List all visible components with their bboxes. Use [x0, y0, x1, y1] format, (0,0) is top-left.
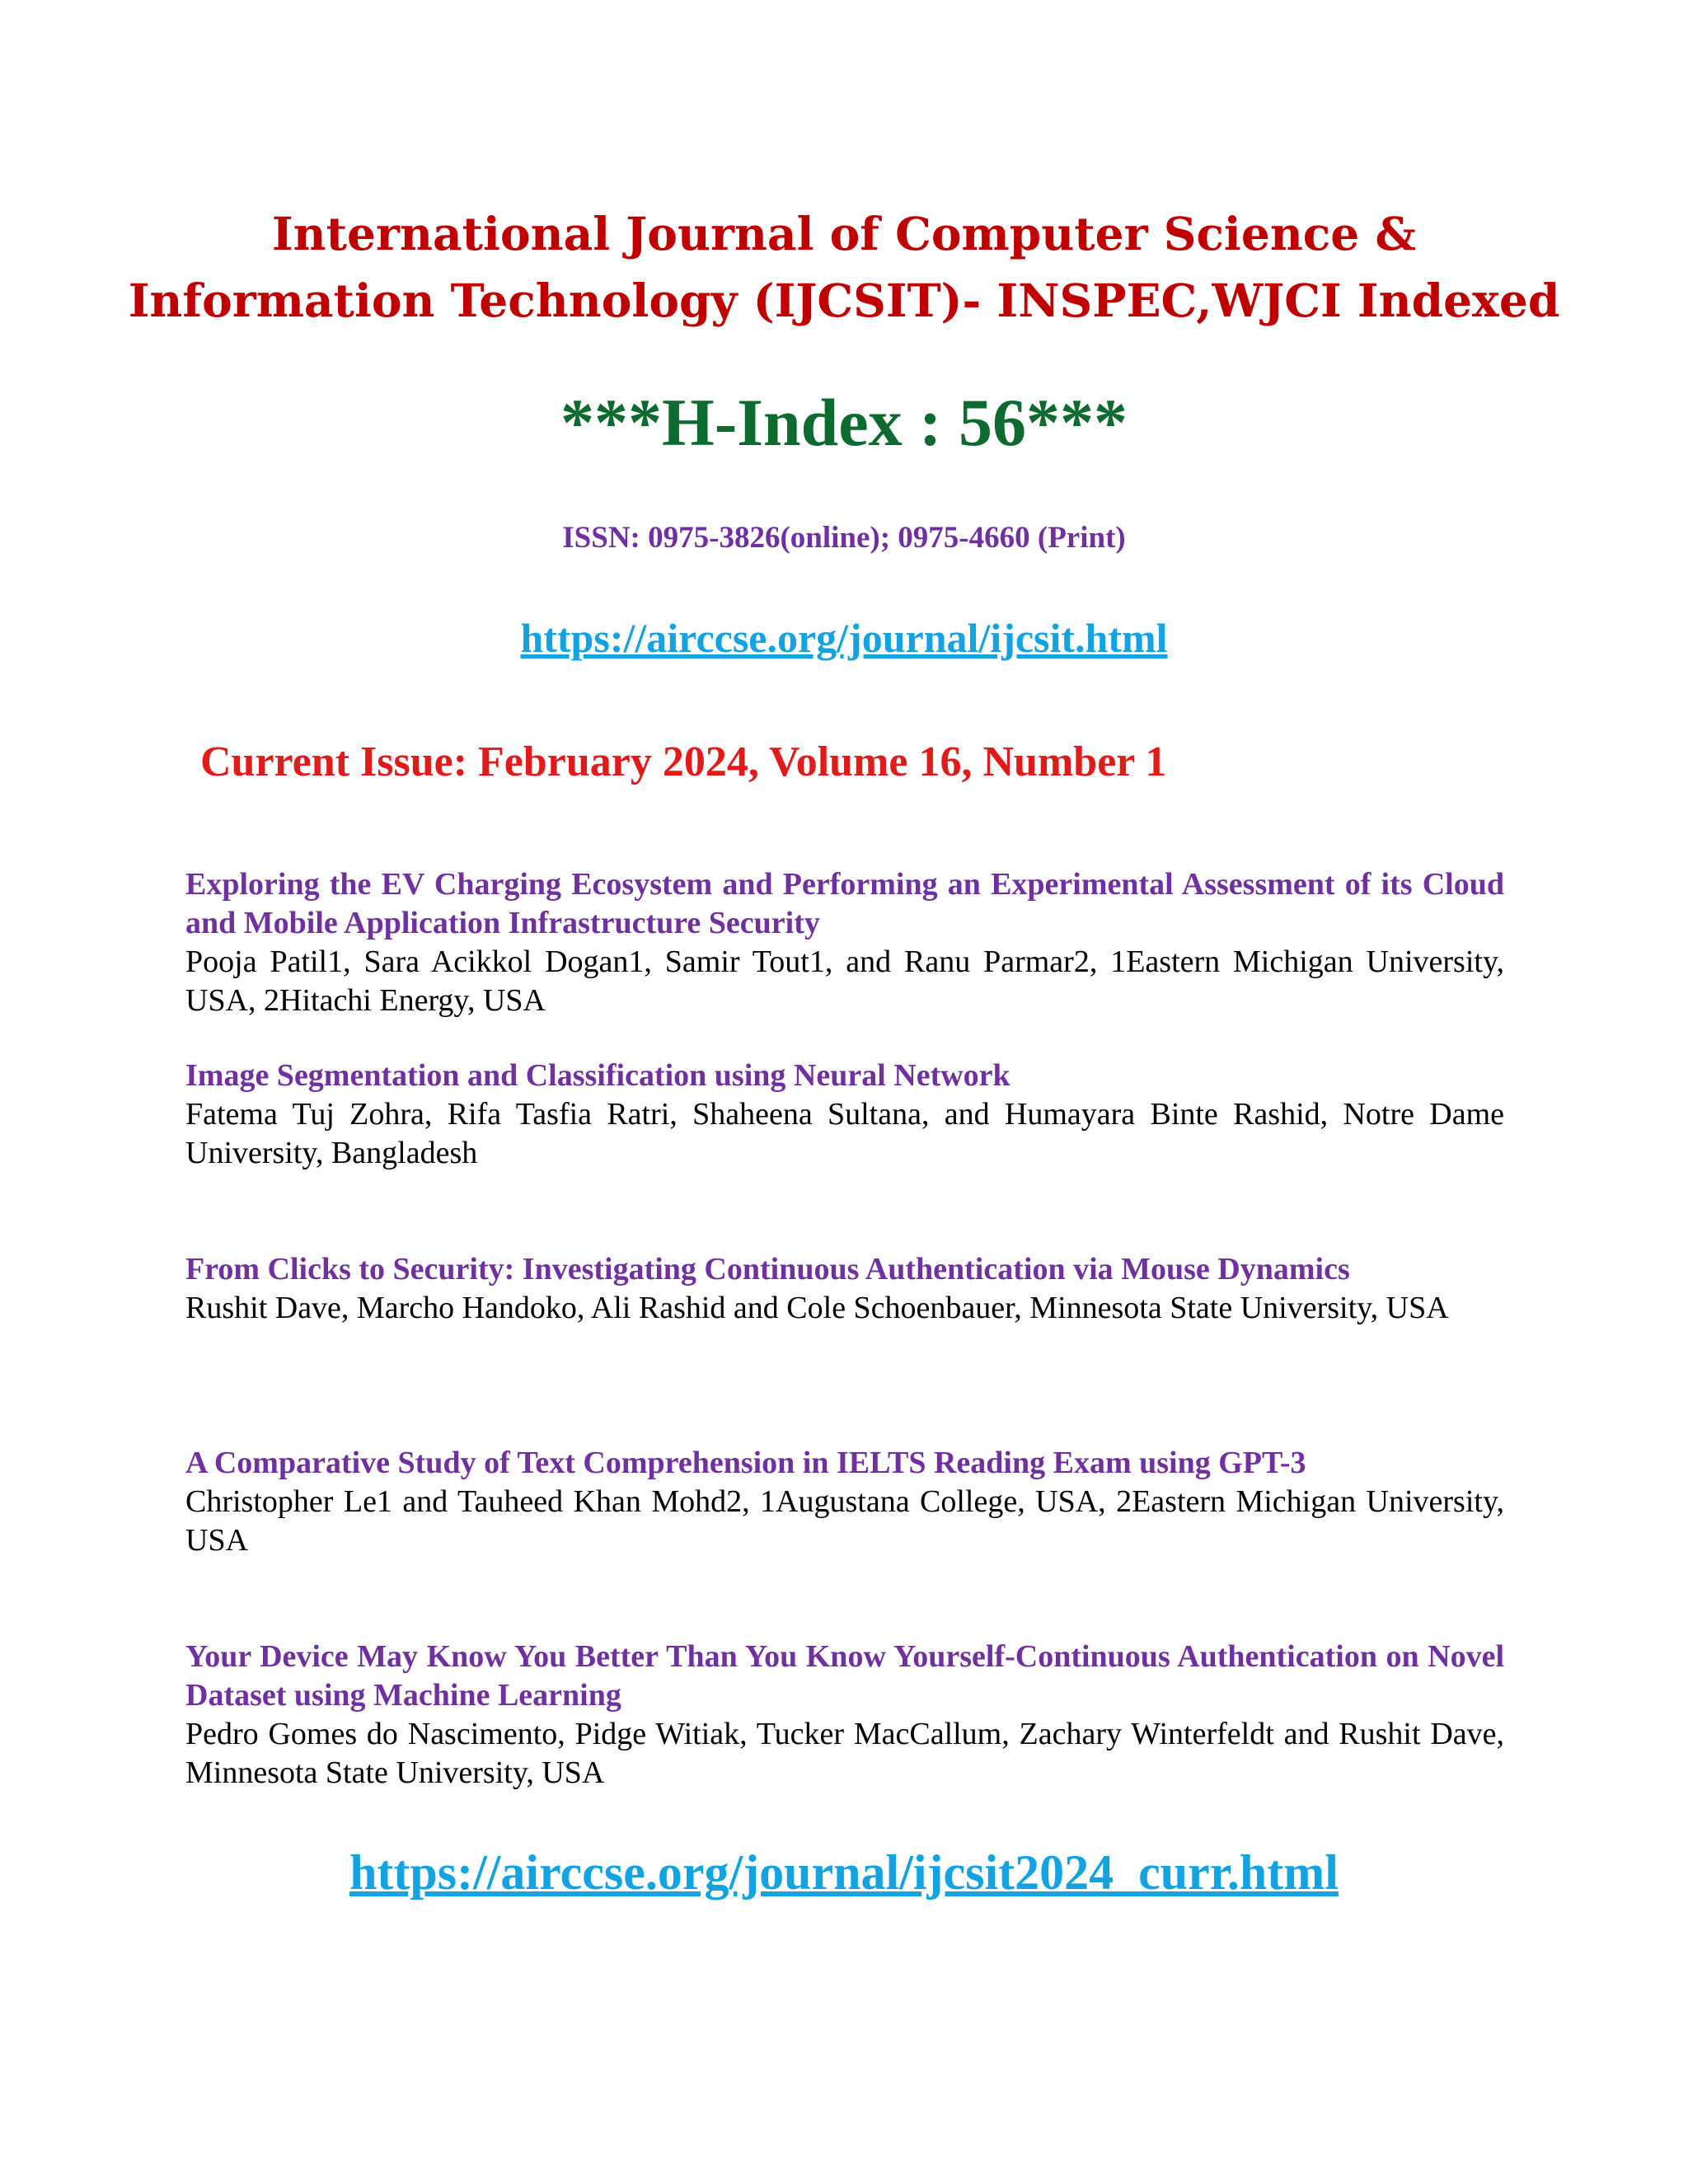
article-item-5: [185, 1638, 1504, 1793]
article-authors: Pooja Patil1, Sara Acikkol Dogan1, Samir Tout1, and Ranu Parmar2, 1Eastern Michigan University, USA, 2Hitachi Energy, USA: [185, 944, 1504, 1018]
journal-title-line-2: Information Technology (IJCSIT)- INSPEC,WJCI Indexed: [128, 274, 1560, 327]
article-title[interactable]: Your Device May Know You Better Than You Know Yourself-Continuous Authentication on Novel Dataset using Machine Learning: [185, 1639, 1504, 1713]
journal-title-line-1: International Journal of Computer Science &: [271, 207, 1417, 260]
journal-title: [124, 200, 1564, 334]
article-title[interactable]: A Comparative Study of Text Comprehension in IELTS Reading Exam using GPT-3: [185, 1446, 1306, 1480]
article-item-1: [185, 865, 1504, 1020]
article-title[interactable]: Exploring the EV Charging Ecosystem and Performing an Experimental Assessment of its Cloud and Mobile Application Infrastructure Security: [185, 867, 1504, 940]
article-authors: Pedro Gomes do Nascimento, Pidge Witiak, Tucker MacCallum, Zachary Winterfeldt and Rushit Dave, Minnesota State University, USA: [185, 1717, 1504, 1790]
article-title[interactable]: Image Segmentation and Classification using Neural Network: [185, 1058, 1010, 1093]
h-index-banner: ***H-Index : 56***: [560, 385, 1128, 460]
issn-line: ISSN: 0975-3826(online); 0975-4660 (Print): [562, 521, 1126, 555]
article-authors: Christopher Le1 and Tauheed Khan Mohd2, 1Augustana College, USA, 2Eastern Michigan University, USA: [185, 1484, 1504, 1558]
journal-url-link[interactable]: https://airccse.org/journal/ijcsit.html: [520, 615, 1168, 661]
current-issue-url-link[interactable]: https://airccse.org/journal/ijcsit2024_curr.html: [349, 1845, 1339, 1900]
article-item-2: [185, 1057, 1504, 1173]
article-item-4: [185, 1444, 1504, 1560]
article-title[interactable]: From Clicks to Security: Investigating Continuous Authentication via Mouse Dynamics: [185, 1252, 1350, 1286]
article-authors: Fatema Tuj Zohra, Rifa Tasfia Ratri, Shaheena Sultana, and Humayara Binte Rashid, Notre Dame University, Bangladesh: [185, 1097, 1504, 1170]
current-issue-heading: Current Issue: February 2024, Volume 16, Number 1: [200, 738, 1167, 785]
article-authors: Rushit Dave, Marcho Handoko, Ali Rashid and Cole Schoenbauer, Minnesota State University, USA: [185, 1291, 1449, 1325]
article-item-3: [185, 1250, 1504, 1328]
